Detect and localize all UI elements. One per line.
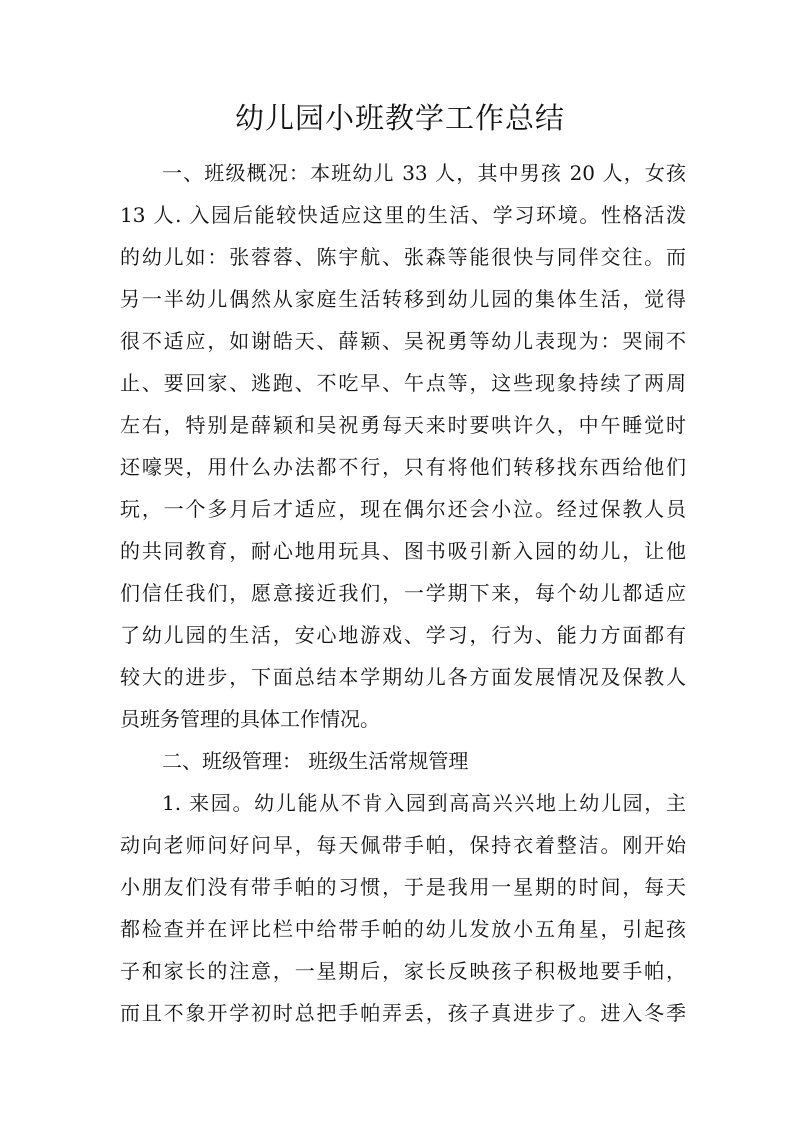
paragraph-line: 一、班级概况：本班幼儿 33 人，其中男孩 20 人，女孩: [162, 161, 686, 185]
paragraph-line: 们信任我们，愿意接近我们，一学期下来，每个幼儿都适应: [120, 581, 686, 605]
paragraph-line: 了幼儿园的生活，安心地游戏、学习，行为、能力方面都有: [120, 623, 686, 647]
paragraph-line: 员班务管理的具体工作情况。: [120, 707, 380, 731]
paragraph-line: 的共同教育，耐心地用玩具、图书吸引新入园的幼儿，让他: [120, 539, 686, 563]
paragraph-line: 1. 来园。幼儿能从不肯入园到高高兴兴地上幼儿园，主: [162, 791, 686, 815]
paragraph-line: 止、要回家、逃跑、不吃早、午点等，这些现象持续了两周: [120, 371, 686, 395]
paragraph-line: 13 人. 入园后能较快适应这里的生活、学习环境。性格活泼: [120, 203, 686, 227]
paragraph-line: 左右，特别是薛颖和吴祝勇每天来时要哄许久，中午睡觉时: [120, 413, 686, 437]
document-title: 幼儿园小班教学工作总结: [234, 101, 565, 135]
paragraph-line: 小朋友们没有带手帕的习惯，于是我用一星期的时间，每天: [120, 875, 686, 899]
section-heading: 二、班级管理： 班级生活常规管理: [162, 749, 469, 773]
paragraph-line: 玩，一个多月后才适应，现在偶尔还会小泣。经过保教人员: [120, 497, 686, 521]
document-body: [120, 152, 686, 1034]
paragraph-line: 另一半幼儿偶然从家庭生活转移到幼儿园的集体生活，觉得: [120, 287, 686, 311]
paragraph-line: 都检查并在评比栏中给带手帕的幼儿发放小五角星，引起孩: [120, 917, 686, 941]
paragraph-line: 动向老师问好问早，每天佩带手帕，保持衣着整洁。刚开始: [120, 833, 686, 857]
paragraph-line: 很不适应，如谢皓天、薛颖、吴祝勇等幼儿表现为：哭闹不: [120, 329, 686, 353]
paragraph-line: 还嚎哭，用什么办法都不行，只有将他们转移找东西给他们: [120, 455, 686, 479]
paragraph-line: 的幼儿如：张蓉蓉、陈宇航、张森等能很快与同伴交往。而: [120, 245, 686, 269]
paragraph-line: 而且不象开学初时总把手帕弄丢，孩子真进步了。进入冬季: [120, 1001, 686, 1025]
paragraph-line: 较大的进步，下面总结本学期幼儿各方面发展情况及保教人: [120, 665, 686, 689]
paragraph-line: 子和家长的注意，一星期后，家长反映孩子积极地要手帕，: [120, 959, 686, 983]
